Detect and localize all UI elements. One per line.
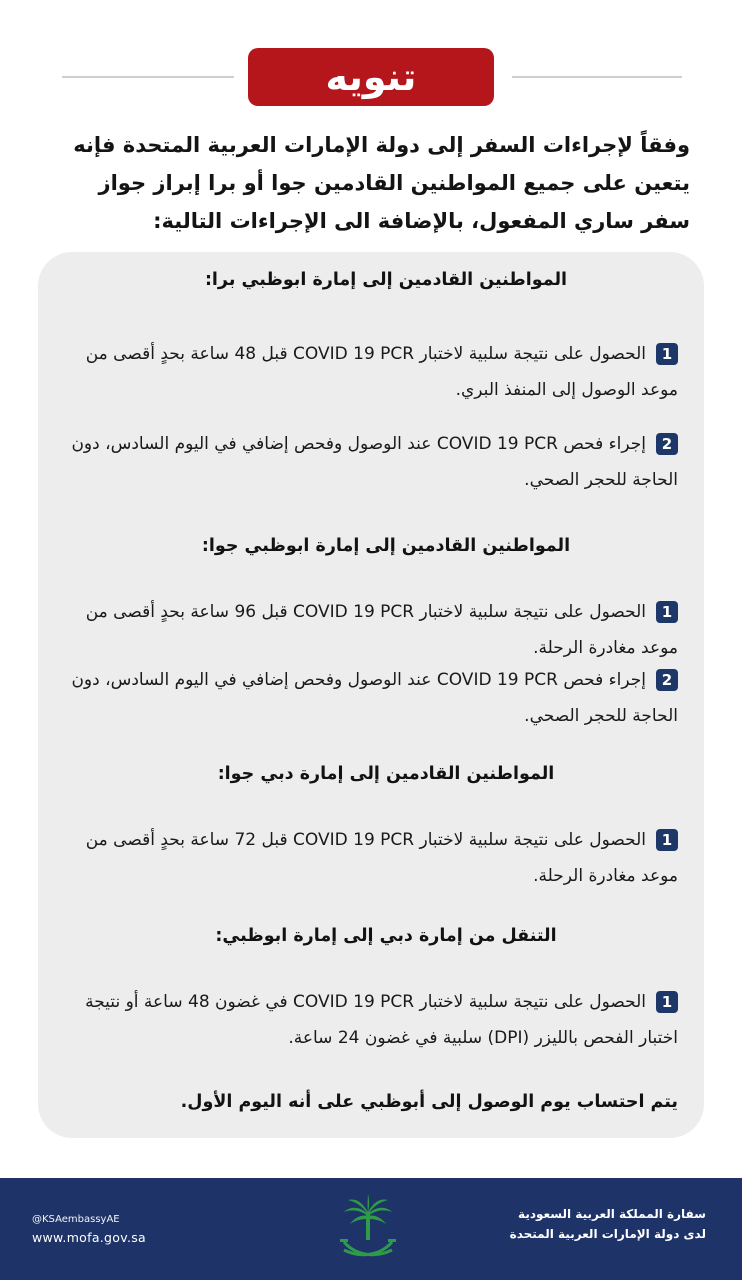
list-item-text: الحصول على نتيجة سلبية لاختبار COVID 19 PCR قبل 72 ساعة بحدٍ أقصى من موعد مغادرة الرحلة.: [85, 830, 678, 886]
section-heading-abudhabi-air: المواطنين القادمين إلى إمارة ابوظبي جوا:: [201, 536, 571, 556]
list-item-text: الحصول على نتيجة سلبية لاختبار COVID 19 PCR في غضون 48 ساعة أو نتيجة اختبار الفحص بالليزر (DPI) سلبية في غضون 24 ساعة.: [85, 992, 678, 1048]
list-item: [54, 336, 678, 408]
requirements-panel: [38, 252, 704, 1138]
list-item: [54, 822, 678, 894]
saudi-emblem-icon: [336, 1192, 400, 1268]
section-heading-dubai-to-abudhabi: التنقل من إمارة دبي إلى إمارة ابوظبي:: [215, 926, 557, 946]
number-badge: 1: [656, 601, 678, 623]
section-heading-abudhabi-land: المواطنين القادمين إلى إمارة ابوظبي برا:: [204, 270, 568, 290]
section-heading-dubai-air: المواطنين القادمين إلى إمارة دبي جوا:: [217, 764, 555, 784]
number-badge: 1: [656, 343, 678, 365]
number-badge: 1: [656, 991, 678, 1013]
list-item: [54, 662, 678, 734]
list-item-text: الحصول على نتيجة سلبية لاختبار COVID 19 PCR قبل 48 ساعة بحدٍ أقصى من موعد الوصول إلى المنفذ البري.: [85, 344, 678, 400]
list-item: [54, 594, 678, 666]
header-divider-left: [62, 76, 234, 78]
intro-paragraph: وفقاً لإجراءات السفر إلى دولة الإمارات العربية المتحدة فإنه يتعين على جميع المواطنين القادمين جوا أو برا إبراز جواز سفر ساري المفعول، بالإضافة الى الإجراءات التالية:: [73, 133, 690, 233]
twitter-handle[interactable]: @KSAembassyAE: [32, 1214, 120, 1225]
embassy-line-1: سفارة المملكة العربية السعودية: [518, 1207, 706, 1221]
footer: [0, 1178, 742, 1280]
number-badge: 1: [656, 829, 678, 851]
header-divider-right: [512, 76, 682, 78]
list-item-text: الحصول على نتيجة سلبية لاختبار COVID 19 PCR قبل 96 ساعة بحدٍ أقصى من موعد مغادرة الرحلة.: [85, 602, 678, 658]
number-badge: 2: [656, 433, 678, 455]
number-badge: 2: [656, 669, 678, 691]
embassy-name: [510, 1204, 706, 1244]
website-link[interactable]: www.mofa.gov.sa: [32, 1230, 147, 1245]
list-item: [54, 426, 678, 498]
list-item: [54, 984, 678, 1056]
closing-note: يتم احتساب يوم الوصول إلى أبوظبي على أنه اليوم الأول.: [180, 1092, 678, 1112]
list-item-text: إجراء فحص COVID 19 PCR عند الوصول وفحص إضافي في اليوم السادس، دون الحاجة للحجر الصحي.: [71, 670, 678, 726]
embassy-line-2: لدى دولة الإمارات العربية المتحدة: [509, 1227, 706, 1241]
footer-contacts: [32, 1212, 146, 1248]
list-item-text: إجراء فحص COVID 19 PCR عند الوصول وفحص إضافي في اليوم السادس، دون الحاجة للحجر الصحي.: [71, 434, 678, 490]
page-title: تنويه: [248, 48, 494, 106]
